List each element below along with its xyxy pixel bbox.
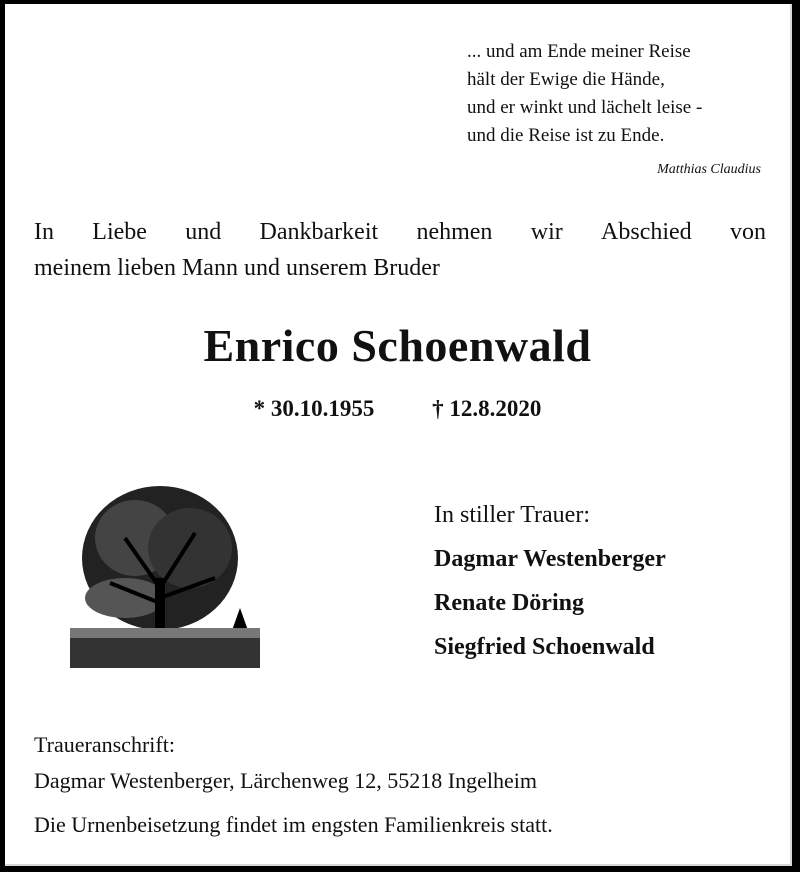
intro-word: Abschied bbox=[601, 219, 692, 245]
poem-line: ... und am Ende meiner Reise bbox=[467, 41, 691, 62]
intro-word: und bbox=[185, 219, 222, 245]
mourner-name: Renate Döring bbox=[434, 590, 584, 616]
mourning-address: Dagmar Westenberger, Lärchenweg 12, 55218 Ingelheim bbox=[34, 768, 537, 793]
obituary-notice bbox=[5, 4, 792, 866]
death-date: † 12.8.2020 bbox=[432, 396, 542, 421]
poem-author: Matthias Claudius bbox=[657, 162, 761, 177]
intro-word: In bbox=[34, 219, 54, 245]
intro-word: wir bbox=[530, 219, 563, 245]
poem-line: hält der Ewige die Hände, bbox=[467, 69, 665, 90]
burial-note: Die Urnenbeisetzung findet im engsten Familienkreis statt. bbox=[34, 812, 553, 837]
poem-quote bbox=[467, 38, 767, 150]
birth-date: * 30.10.1955 bbox=[253, 396, 375, 421]
poem-line: und er winkt und lächelt leise - bbox=[467, 97, 703, 118]
mourner-name: Dagmar Westenberger bbox=[434, 546, 666, 572]
intro-word: Liebe bbox=[92, 219, 147, 245]
life-dates bbox=[5, 396, 790, 422]
intro-word: Dankbarkeit bbox=[259, 219, 379, 245]
deceased-name: Enrico Schoenwald bbox=[203, 320, 592, 371]
intro-line-2: meinem lieben Mann und unserem Bruder bbox=[34, 255, 440, 281]
mourners-list bbox=[434, 502, 666, 678]
tree-illustration-icon bbox=[65, 478, 265, 678]
intro-text bbox=[34, 214, 766, 286]
address-label: Traueranschrift: bbox=[34, 732, 175, 757]
intro-line-1 bbox=[34, 214, 766, 250]
intro-word: nehmen bbox=[416, 219, 493, 245]
mourners-label: In stiller Trauer: bbox=[434, 502, 590, 528]
intro-word: von bbox=[729, 219, 766, 245]
mourner-name: Siegfried Schoenwald bbox=[434, 634, 655, 660]
poem-line: und die Reise ist zu Ende. bbox=[467, 125, 665, 146]
